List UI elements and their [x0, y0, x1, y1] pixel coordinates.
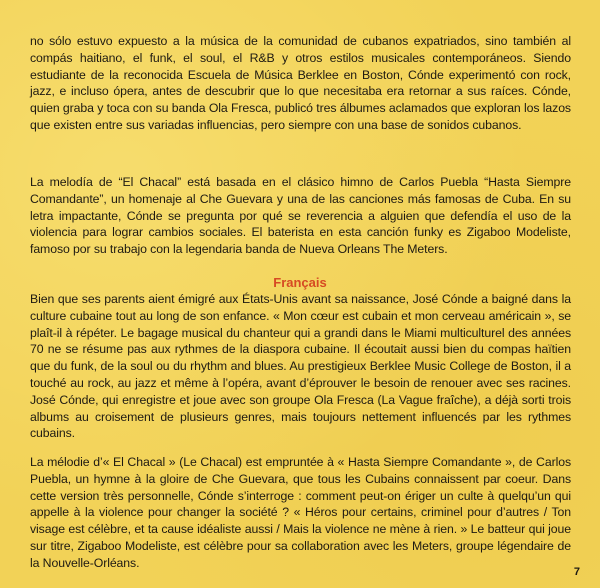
- spanish-paragraph-2: [30, 174, 571, 258]
- spanish-paragraph-1-text: no sólo estuvo expuesto a la música de la comunidad de cubanos expatriados, sino también al compás haitiano, el funk, el soul, el R&B y otros estilos musicales contemporáneos. Siendo estudiante de la reconocida Escuela de Música Berklee en Boston, Cónde experimentó con rock, jazz, e incluso ópera, antes de descubrir que lo que necesitaba era retornar a sus raíces. Cónde, quien graba y toca con su banda Ola Fresca, publicó tres álbumes aclamados que exploran los lazos que existen entre sus variadas influencias, pero siempre con una base de sonidos cubanos.: [30, 34, 571, 132]
- french-paragraph-1-text: Bien que ses parents aient émigré aux États-Unis avant sa naissance, José Cónde a baigné dans la culture cubaine tout au long de son enfance. « Mon cœur est cubain et mon cerveau américain », se plaît-il à répéter. Le bagage musical du chanteur qui a grandi dans le Miami multiculturel des années 70 ne se résume pas aux rythmes de la diaspora cubaine. Il écoutait aussi bien du compas haïtien que du funk, de la soul ou du rhythm and blues. Au prestigieux Berklee Music College de Boston, il a touché au rock, au jazz et même à l’opéra, avant d’éprouver le besoin de renouer avec ses racines. José Cónde, qui enregistre et joue avec son groupe Ola Fresca (La Vague fraîche), a déjà sorti trois albums au croisement de plusieurs genres, mais toujours nettement influencés par les rythmes cubains.: [30, 292, 571, 441]
- page-number: 7: [573, 566, 580, 578]
- french-paragraph-2-text: La mélodie d’« El Chacal » (Le Chacal) est empruntée à « Hasta Siempre Comandante », de Carlos Puebla, un hymne à la gloire de Che Guevara, que tous les Cubains connaissent par coeur. Dans cette version très personnelle, Cónde s’interroge : comment peut-on ériger un culte à quelqu’un qui appelle à la violence pour changer la société ? « Héros pour certains, criminel pour d’autres / Ton visage est célèbre, et ta cause idéaliste aussi / Mais la violence ne mène à rien. » Le batteur qui joue sur titre, Zigaboo Modeliste, est célèbre pour sa collaboration avec les Meters, groupe légendaire de la Nouvelle-Orléans.: [30, 455, 571, 570]
- spanish-paragraph-1: [30, 33, 571, 134]
- spanish-paragraph-2-text: La melodía de “El Chacal” está basada en el clásico himno de Carlos Puebla “Hasta Siempre Comandante”, un homenaje al Che Guevara y una de las canciones más famosas de Cuba. En su letra impactante, Cónde se pregunta por qué se reverencia a alguien que defendía el uso de la violencia para lograr cambios sociales. El baterista en esta canción funky es Zigaboo Modeliste, famoso por su trabajo con la legendaria banda de Nueva Orleans The Meters.: [30, 175, 571, 257]
- french-paragraph-1: [30, 291, 571, 442]
- french-paragraph-2: [30, 454, 571, 572]
- french-section-heading: Français: [273, 275, 327, 290]
